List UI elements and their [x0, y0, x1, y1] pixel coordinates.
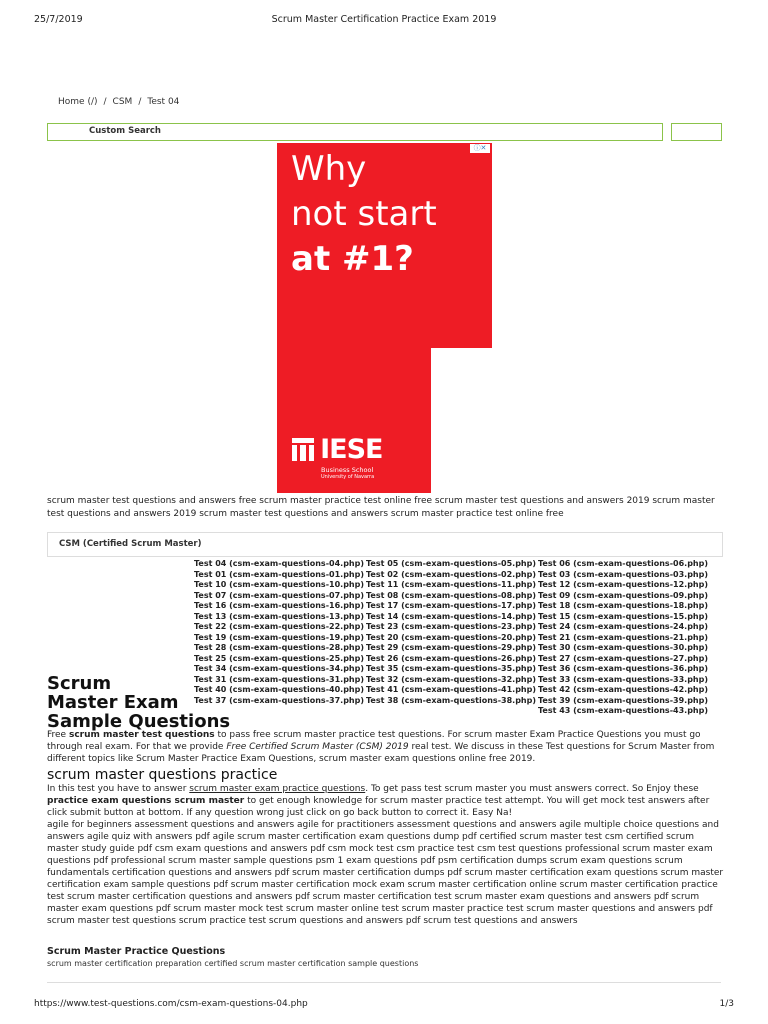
ad-line-1: Why — [291, 149, 367, 189]
print-title: Scrum Master Certification Practice Exam 2019 — [271, 14, 497, 25]
test-link[interactable]: Test 16 (csm-exam-questions-16.php) — [194, 601, 364, 610]
test-link[interactable]: Test 26 (csm-exam-questions-26.php) — [366, 653, 536, 663]
test-link[interactable]: Test 43 (csm-exam-questions-43.php) — [538, 706, 708, 715]
test-link[interactable]: Test 01 (csm-exam-questions-01.php) — [194, 569, 364, 579]
test-link[interactable]: Test 19 (csm-exam-questions-19.php) — [194, 632, 364, 642]
ad-line-3: at #1? — [291, 239, 414, 279]
test-link[interactable]: Test 30 (csm-exam-questions-30.php) — [538, 643, 708, 652]
breadcrumb-home-link[interactable]: Home (/) — [58, 97, 98, 107]
test-link[interactable]: Test 13 (csm-exam-questions-13.php) — [194, 611, 364, 621]
test-link[interactable]: Test 06 (csm-exam-questions-06.php) — [538, 559, 708, 568]
keyword-paragraph — [47, 783, 727, 927]
print-date: 25/7/2019 — [34, 14, 83, 25]
breadcrumb-current: Test 04 — [147, 97, 180, 107]
test-link[interactable]: Test 29 (csm-exam-questions-29.php) — [366, 643, 536, 652]
test-link[interactable]: Test 22 (csm-exam-questions-22.php) — [194, 622, 364, 631]
test-link[interactable]: Test 20 (csm-exam-questions-20.php) — [366, 632, 536, 642]
test-link[interactable]: Test 33 (csm-exam-questions-33.php) — [538, 674, 708, 684]
text-run: In this test you have to answer — [47, 784, 190, 794]
breadcrumb — [58, 97, 179, 107]
page-title-line: Scrum — [47, 673, 112, 694]
test-link[interactable]: Test 05 (csm-exam-questions-05.php) — [366, 559, 536, 568]
iese-logo — [291, 434, 383, 480]
test-link[interactable]: Test 17 (csm-exam-questions-17.php) — [366, 601, 536, 610]
ad-headline — [291, 147, 437, 282]
text-run: to pass free scrum master practice test questions. For scrum master Exam Practice Questions you must go through real exam. For that we provide — [47, 730, 701, 752]
ad-brand: IESE — [320, 434, 383, 465]
breadcrumb-separator: / — [103, 97, 107, 107]
section-heading: scrum master questions practice — [47, 767, 278, 783]
breadcrumb-separator: / — [138, 97, 142, 107]
breadcrumb-csm-link[interactable]: CSM — [112, 97, 133, 107]
page-title-line: Sample Questions — [47, 711, 231, 732]
ad-brand-sub: Business School — [321, 466, 374, 474]
practice-questions-link[interactable]: scrum master exam practice questions — [189, 784, 366, 794]
text-run: to get enough knowledge for scrum master practice test attempt. You will get mock test answers after click submit button at bottom. If any question wrong just click on go back button to correct it. Easy Na! — [47, 796, 710, 818]
test-link[interactable]: Test 36 (csm-exam-questions-36.php) — [538, 664, 708, 673]
test-link[interactable]: Test 37 (csm-exam-questions-37.php) — [194, 695, 364, 705]
adchoices-icon[interactable]: ⓘ✕ — [470, 144, 490, 153]
test-link[interactable]: Test 14 (csm-exam-questions-14.php) — [366, 611, 536, 621]
csm-card-header — [47, 532, 723, 557]
search-button[interactable] — [671, 123, 722, 141]
test-link[interactable]: Test 09 (csm-exam-questions-09.php) — [538, 590, 708, 600]
divider — [47, 982, 721, 983]
test-link[interactable]: Test 34 (csm-exam-questions-34.php) — [194, 664, 364, 673]
page-title-line: Master Exam — [47, 692, 179, 713]
test-link[interactable]: Test 40 (csm-exam-questions-40.php) — [194, 685, 364, 694]
page-title — [47, 674, 230, 731]
text-run-italic: Free Certified Scrum Master (CSM) 2019 — [226, 742, 409, 752]
test-link[interactable]: Test 25 (csm-exam-questions-25.php) — [194, 653, 364, 663]
text-run-bold: practice exam questions scrum master — [47, 796, 245, 806]
test-link[interactable]: Test 42 (csm-exam-questions-42.php) — [538, 685, 708, 694]
ad-brand-sub2: University of Navarra — [321, 474, 375, 480]
ad-line-2: not start — [291, 194, 437, 234]
test-link — [365, 706, 537, 717]
text-run: . To get pass test scrum master you must answers correct. So Enjoy these — [365, 784, 699, 794]
custom-search-label: Custom Search — [89, 126, 161, 136]
test-link[interactable]: Test 32 (csm-exam-questions-32.php) — [366, 674, 536, 684]
test-link[interactable]: Test 07 (csm-exam-questions-07.php) — [194, 590, 364, 600]
test-link[interactable]: Test 08 (csm-exam-questions-08.php) — [366, 590, 536, 600]
csm-card-title: CSM (Certified Scrum Master) — [59, 539, 202, 549]
keyword-list: agile for beginners assessment questions and answers agile for practitioners assessment questions and answers agile multiple choice questions and answers agile quiz with answers pdf agile scrum master certification exam questions dump pdf certified scrum master test csm certified scrum master study guide pdf csm exam questions and answers pdf csm mock test csm practice test csm test questions professional scrum master exam questions pdf professional scrum master sample questions psm 1 exam questions pdf psm certification dumps scrum exam questions scrum fundamentals certification questions and answers pdf scrum master certification dumps pdf scrum master certification exam questions scrum master certification exam sample questions pdf scrum master certification mock exam scrum master certification online scrum master certification practice test scrum master certification questions and answers pdf scrum master certification test scrum master exam questions and answers pdf scrum master exam questions pdf scrum master mock test scrum master online test scrum master practice test scrum master questions and answers pdf scrum master test questions scrum practice test scrum questions and answers pdf scrum test questions and answers — [47, 820, 724, 926]
custom-search-input[interactable] — [47, 123, 663, 141]
ad-white-block — [431, 348, 492, 493]
text-run: real test. We discuss in these Test questions for Scrum Master from different topics like Scrum Master Practice Exam Questions, scrum master exam questions online free 2019. — [47, 742, 715, 764]
test-link[interactable]: Test 27 (csm-exam-questions-27.php) — [538, 653, 708, 663]
print-page-number: 1/3 — [719, 999, 734, 1009]
test-link[interactable]: Test 41 (csm-exam-questions-41.php) — [366, 685, 536, 694]
practice-questions-subtitle: scrum master certification preparation certified scrum master certification sample questions — [47, 959, 419, 968]
print-url: https://www.test-questions.com/csm-exam-questions-04.php — [34, 999, 308, 1009]
test-link[interactable]: Test 03 (csm-exam-questions-03.php) — [538, 569, 708, 579]
text-run-bold: scrum master test questions — [68, 730, 215, 740]
test-link[interactable]: Test 15 (csm-exam-questions-15.php) — [538, 611, 708, 621]
test-link[interactable]: Test 10 (csm-exam-questions-10.php) — [194, 580, 364, 589]
description-paragraph — [47, 729, 727, 765]
test-link[interactable]: Test 31 (csm-exam-questions-31.php) — [194, 674, 364, 684]
test-link[interactable]: Test 23 (csm-exam-questions-23.php) — [366, 622, 536, 631]
intro-text: scrum master test questions and answers free scrum master practice test online free scrum master test questions and answers 2019 scrum master test questions and answers 2019 scrum master test questions and answers scrum master practice test online free — [47, 496, 715, 519]
practice-questions-title: Scrum Master Practice Questions — [47, 946, 226, 957]
test-link[interactable]: Test 11 (csm-exam-questions-11.php) — [366, 580, 536, 589]
test-link[interactable]: Test 38 (csm-exam-questions-38.php) — [366, 695, 536, 705]
iese-shield-icon — [291, 437, 315, 463]
test-link[interactable]: Test 28 (csm-exam-questions-28.php) — [194, 643, 364, 652]
test-link[interactable]: Test 24 (csm-exam-questions-24.php) — [538, 622, 708, 631]
text-run: Free — [47, 730, 69, 740]
test-link[interactable]: Test 39 (csm-exam-questions-39.php) — [538, 695, 708, 705]
advertisement-banner[interactable] — [277, 143, 492, 493]
test-links-grid — [193, 559, 723, 717]
test-link[interactable]: Test 35 (csm-exam-questions-35.php) — [366, 664, 536, 673]
test-link[interactable]: Test 18 (csm-exam-questions-18.php) — [538, 601, 708, 610]
test-link[interactable]: Test 02 (csm-exam-questions-02.php) — [366, 569, 536, 579]
test-link[interactable]: Test 04 (csm-exam-questions-04.php) — [194, 559, 364, 568]
test-link[interactable]: Test 12 (csm-exam-questions-12.php) — [538, 580, 708, 589]
test-link[interactable]: Test 21 (csm-exam-questions-21.php) — [538, 632, 708, 642]
